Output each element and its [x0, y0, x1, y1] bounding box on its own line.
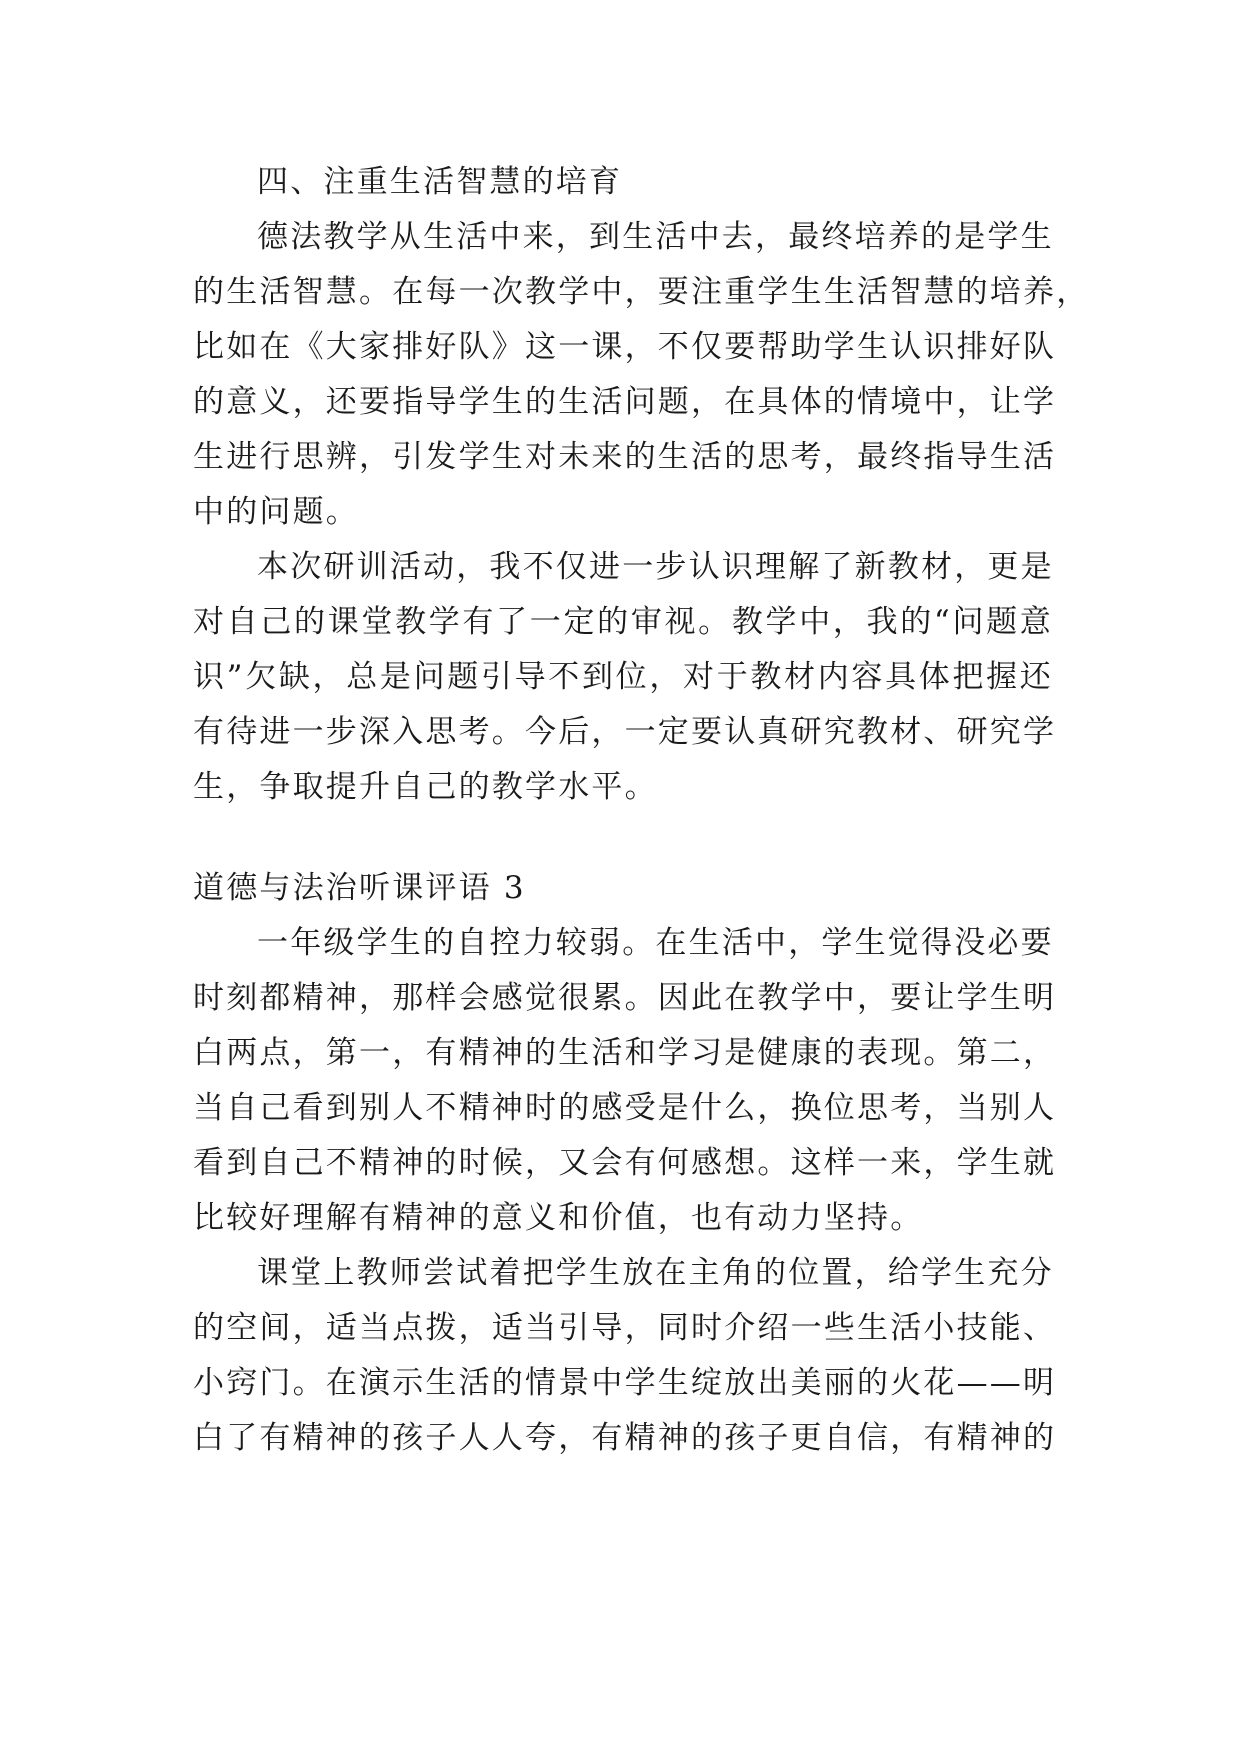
paragraph-line: 小窍门。在演示生活的情景中学生绽放出美丽的火花——明: [193, 1365, 1057, 1401]
paragraph-line: 白了有精神的孩子人人夸，有精神的孩子更自信，有精神的: [193, 1420, 1057, 1456]
paragraph-line: 生进行思辨，引发学生对未来的生活的思考，最终指导生活: [193, 439, 1057, 475]
section-heading: 四、注重生活智慧的培育: [257, 164, 623, 200]
paragraph-line: 看到自己不精神的时候，又会有何感想。这样一来，学生就: [193, 1145, 1057, 1181]
paragraph-line: 识”欠缺，总是问题引导不到位，对于教材内容具体把握还: [193, 659, 1053, 695]
paragraph-line: 课堂上教师尝试着把学生放在主角的位置，给学生充分: [257, 1255, 1054, 1291]
review-title: 道德与法治听课评语 3: [193, 870, 526, 906]
paragraph-line: 时刻都精神，那样会感觉很累。因此在教学中，要让学生明: [193, 980, 1057, 1016]
paragraph-line: 比如在《大家排好队》这一课，不仅要帮助学生认识排好队: [193, 329, 1057, 365]
paragraph-line: 生，争取提升自己的教学水平。: [193, 769, 658, 805]
paragraph-line: 对自己的课堂教学有了一定的审视。教学中，我的“问题意: [193, 604, 1053, 640]
paragraph-line: 当自己看到别人不精神时的感受是什么，换位思考，当别人: [193, 1090, 1057, 1126]
paragraph-line: 的意义，还要指导学生的生活问题，在具体的情境中，让学: [193, 384, 1057, 420]
paragraph-line: 白两点，第一，有精神的生活和学习是健康的表现。第二，: [193, 1035, 1057, 1071]
paragraph-line: 中的问题。: [193, 494, 359, 530]
paragraph-line: 本次研训活动，我不仅进一步认识理解了新教材，更是: [257, 549, 1054, 585]
paragraph-line: 有待进一步深入思考。今后，一定要认真研究教材、研究学: [193, 714, 1057, 750]
paragraph-line: 的空间，适当点拨，适当引导，同时介绍一些生活小技能、: [193, 1310, 1057, 1346]
paragraph-line: 比较好理解有精神的意义和价值，也有动力坚持。: [193, 1200, 924, 1236]
paragraph-line: 德法教学从生活中来，到生活中去，最终培养的是学生: [257, 219, 1054, 255]
paragraph-line: 的生活智慧。在每一次教学中，要注重学生生活智慧的培养，: [193, 274, 1090, 310]
paragraph-line: 一年级学生的自控力较弱。在生活中，学生觉得没必要: [257, 925, 1054, 961]
